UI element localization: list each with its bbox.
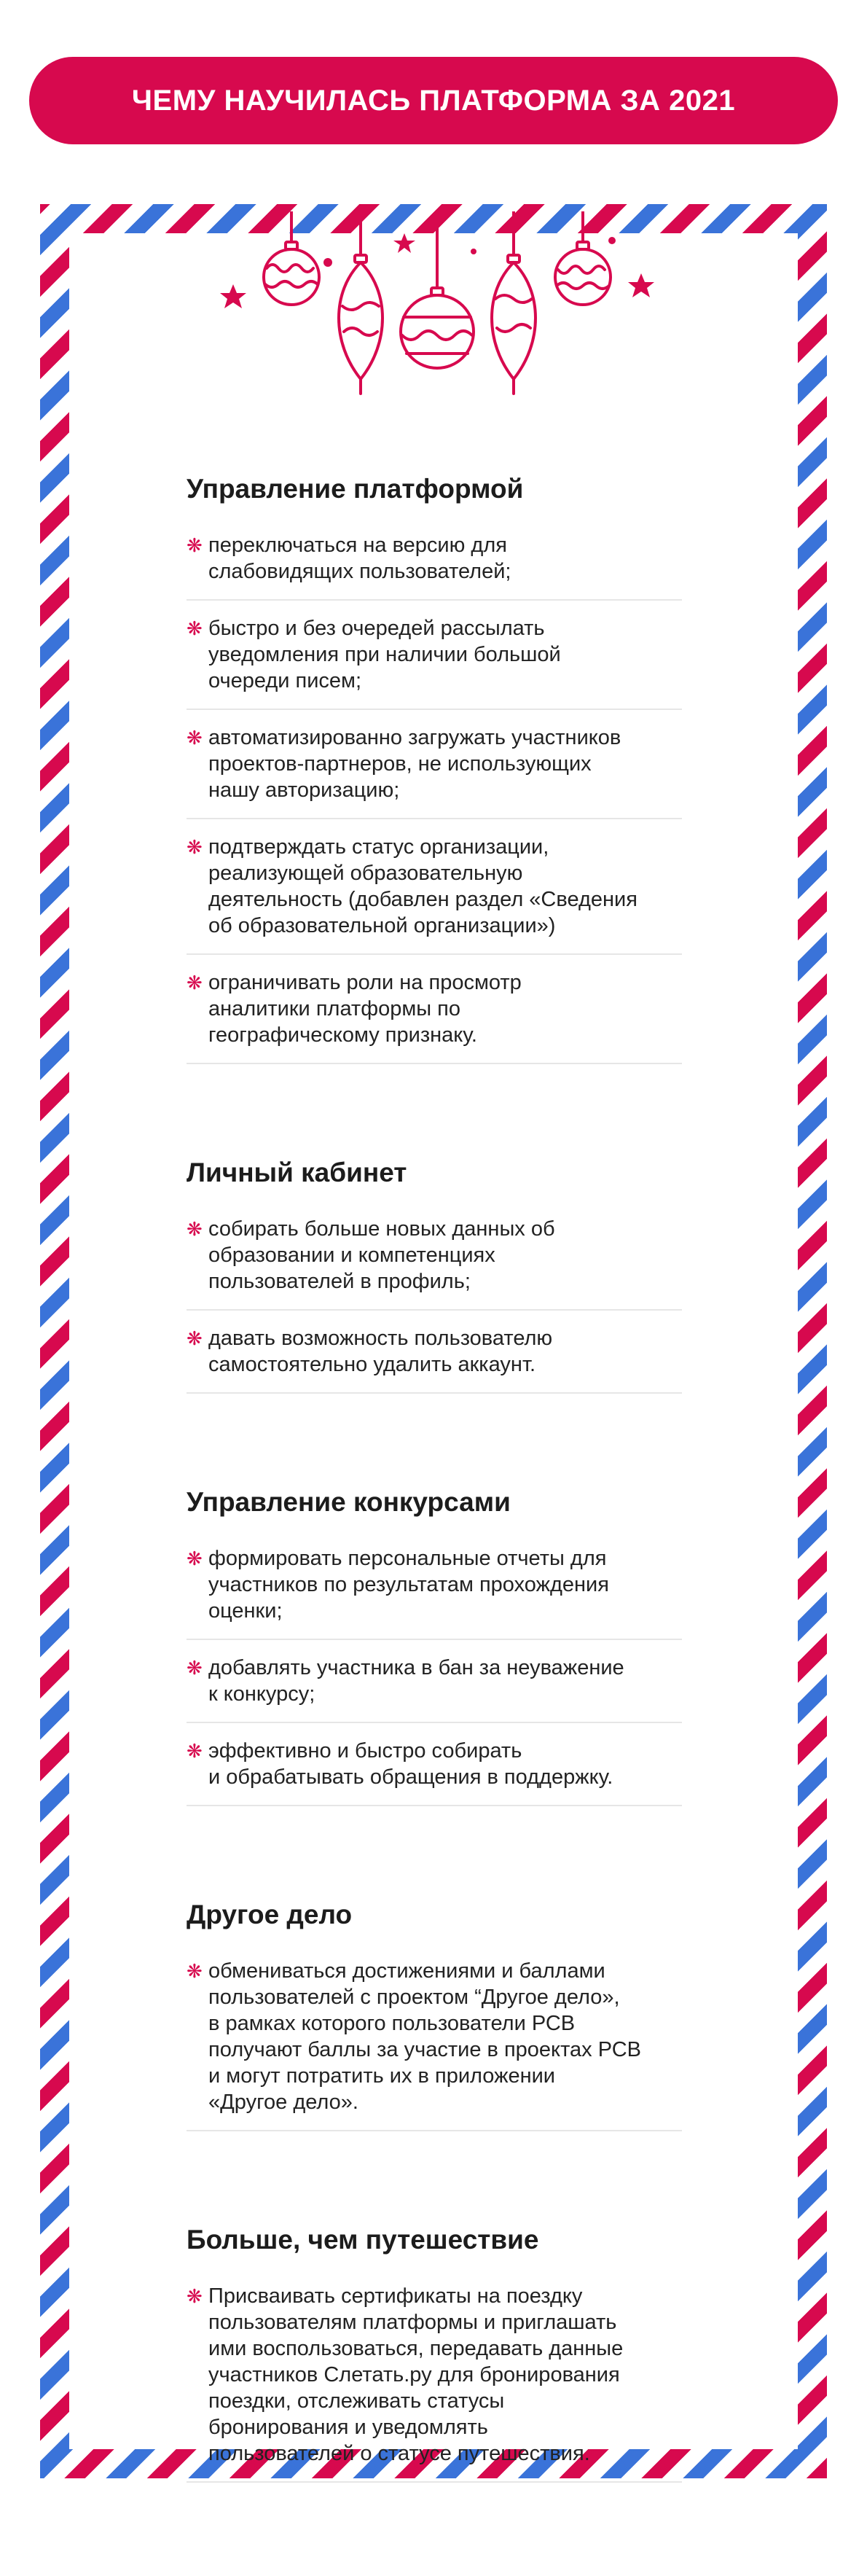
section-title: Личный кабинет — [187, 1158, 407, 1187]
section-contest-management — [187, 1487, 682, 1806]
snowflake-icon: ❋ — [187, 1547, 203, 1569]
snowflake-icon: ❋ — [187, 1327, 203, 1349]
snowflake-icon: ❋ — [187, 727, 203, 749]
section-title: Другое дело — [187, 1900, 353, 1929]
snowflake-icon: ❋ — [187, 1657, 203, 1679]
list-item: ❋ эффективно и быстро собирать и обрабатывать обращения в поддержку. — [187, 1738, 682, 1806]
list-item: ❋ подтверждать статус организации, реализующей образовательную деятельность (добавлен раздел «Сведения об образовательной организации») — [187, 834, 682, 955]
section-title: Управление конкурсами — [187, 1487, 511, 1517]
section-platform-management — [187, 474, 682, 1064]
section-personal-account — [187, 1158, 682, 1394]
snowflake-icon: ❋ — [187, 972, 203, 994]
list-item: ❋ собирать больше новых данных об образовании и компетенциях пользователей в профиль; — [187, 1216, 682, 1311]
christmas-ornaments-illustration — [219, 211, 656, 408]
list-item: ❋ давать возможность пользователю самостоятельно удалить аккаунт. — [187, 1325, 682, 1394]
section-title: Больше, чем путешествие — [187, 2225, 539, 2255]
snowflake-icon: ❋ — [187, 617, 203, 639]
section-more-than-travel — [187, 2225, 682, 2483]
snowflake-icon: ❋ — [187, 534, 203, 556]
list-item: ❋ формировать персональные отчеты для участников по результатам прохождения оценки; — [187, 1545, 682, 1640]
list-item: ❋ обмениваться достижениями и баллами пользователей с проектом “Другое дело», в рамках которого пользователи РСВ получают баллы за участие в проектах РСВ и могут потратить их в приложении «Другое дело». — [187, 1958, 682, 2131]
section-title: Управление платформой — [187, 474, 524, 504]
page-title: ЧЕМУ НАУЧИЛАСЬ ПЛАТФОРМА ЗА 2021 — [131, 84, 736, 117]
snowflake-icon: ❋ — [187, 1740, 203, 1762]
list-item: ❋ ограничивать роли на просмотр аналитики платформы по географическому признаку. — [187, 969, 682, 1064]
list-item: ❋ переключаться на версию для слабовидящих пользователей; — [187, 532, 682, 601]
section-other-deal — [187, 1900, 682, 2131]
snowflake-icon: ❋ — [187, 1218, 203, 1240]
page-title-banner — [29, 57, 838, 144]
list-item: ❋ Присваивать сертификаты на поездку пользователям платформы и приглашать ими воспользоваться, передавать данные участников Слетать.ру для бронирования поездки, отслеживать статусы бронирования и уведомлять пользователей о статусе путешествия. — [187, 2283, 682, 2483]
content-column — [187, 474, 682, 2576]
snowflake-icon: ❋ — [187, 1960, 203, 1982]
list-item: ❋ автоматизированно загружать участников проектов-партнеров, не использующих нашу авторизацию; — [187, 725, 682, 819]
snowflake-icon: ❋ — [187, 2285, 203, 2307]
snowflake-icon: ❋ — [187, 836, 203, 858]
list-item: ❋ добавлять участника в бан за неуважение к конкурсу; — [187, 1655, 682, 1723]
list-item: ❋ быстро и без очередей рассылать уведомления при наличии большой очереди писем; — [187, 615, 682, 710]
